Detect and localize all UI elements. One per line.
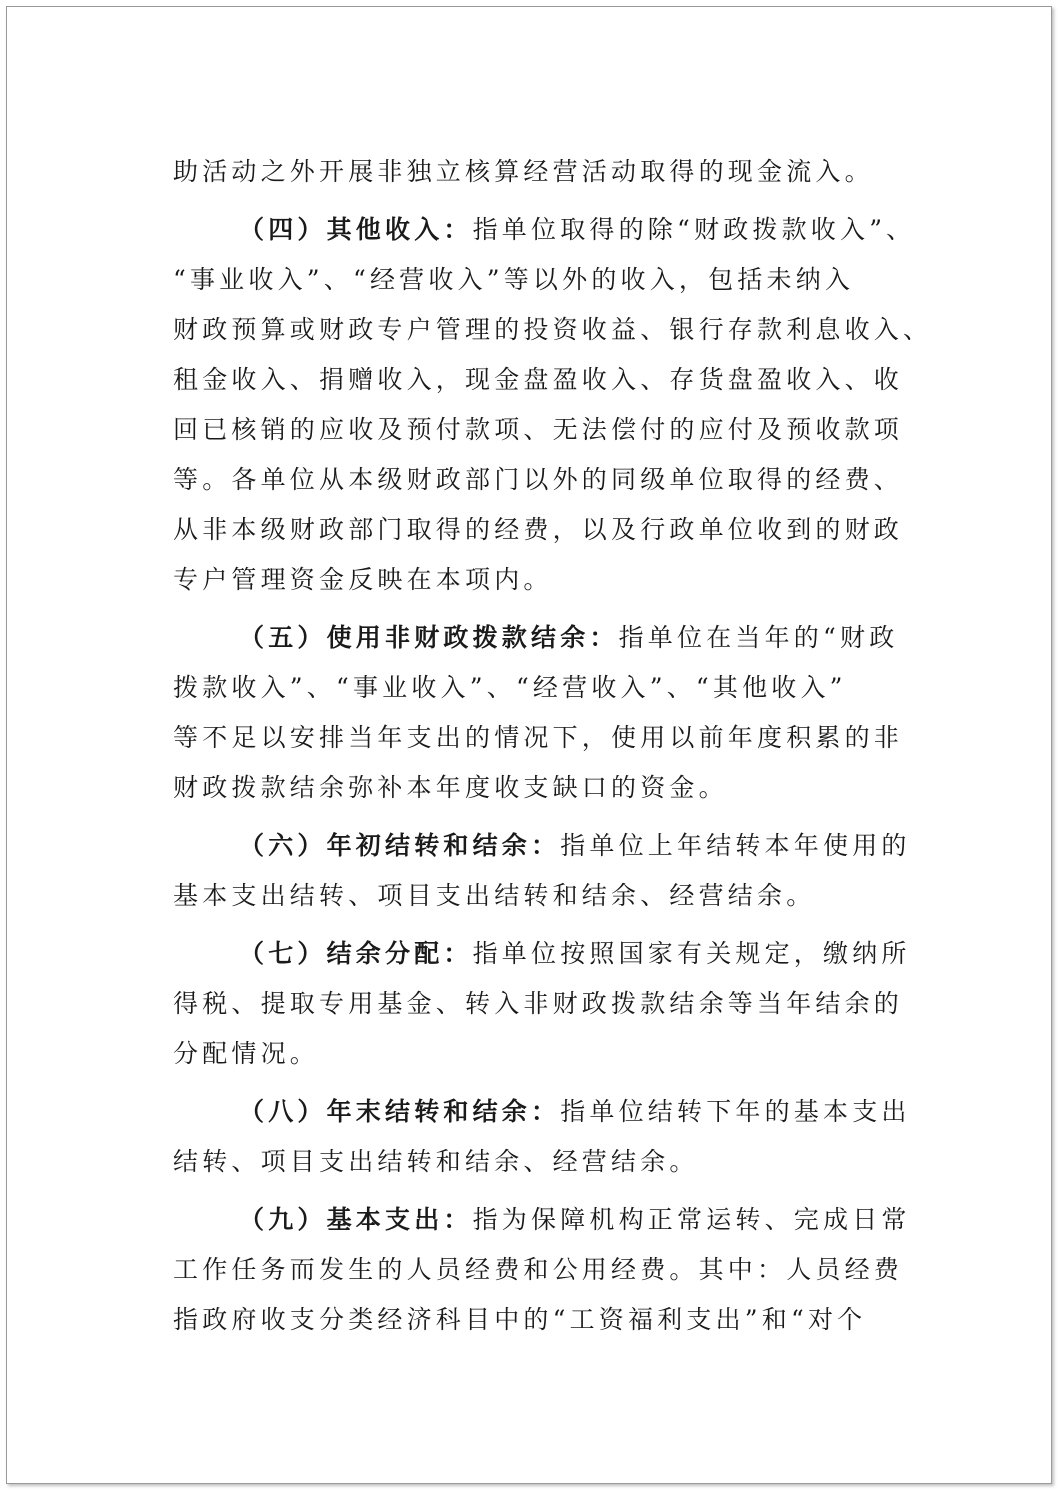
section-text: 指单位在当年的“财政 [618, 623, 899, 652]
section-heading: （六）年初结转和结余： [239, 831, 561, 860]
text-line: 拨款收入”、“事业收入”、“经营收入”、“其他收入” [173, 673, 847, 702]
paragraph-opening-balance [173, 821, 933, 921]
section-text: 指单位结转下年的基本支出 [560, 1097, 911, 1126]
paragraph-other-income [173, 205, 933, 605]
paragraph-continuation [173, 147, 933, 197]
text-line: 结转、项目支出结转和结余、经营结余。 [173, 1147, 699, 1176]
document-body [173, 147, 933, 1345]
section-text: 指单位取得的除“财政拨款收入”、 [472, 215, 916, 244]
section-text: 指单位按照国家有关规定，缴纳所 [472, 939, 911, 968]
paragraph-closing-balance [173, 1087, 933, 1187]
text-line: 等不足以安排当年支出的情况下，使用以前年度积累的非 [173, 723, 904, 752]
paragraph-surplus-distribution [173, 929, 933, 1079]
paragraph-non-fiscal-surplus [173, 613, 933, 813]
text-line: 从非本级财政部门取得的经费，以及行政单位收到的财政 [173, 515, 904, 544]
document-page [6, 6, 1052, 1484]
text-line: 基本支出结转、项目支出结转和结余、经营结余。 [173, 881, 816, 910]
text-line: “事业收入”、“经营收入”等以外的收入，包括未纳入 [173, 265, 855, 294]
text-line: 工作任务而发生的人员经费和公用经费。其中：人员经费 [173, 1255, 904, 1284]
section-heading: （七）结余分配： [239, 939, 473, 968]
section-heading: （九）基本支出： [239, 1205, 473, 1234]
text-line: 财政预算或财政专户管理的投资收益、银行存款利息收入、 [173, 315, 933, 344]
text-line: 财政拨款结余弥补本年度收支缺口的资金。 [173, 773, 728, 802]
text-line: 指政府收支分类经济科目中的“工资福利支出”和“对个 [173, 1305, 867, 1334]
section-heading: （五）使用非财政拨款结余： [239, 623, 619, 652]
paragraph-basic-expenditure [173, 1195, 933, 1345]
text-line: 回已核销的应收及预付款项、无法偿付的应付及预收款项 [173, 415, 904, 444]
text-line [173, 821, 933, 871]
text-line [173, 205, 933, 255]
section-text: 指为保障机构正常运转、完成日常 [472, 1205, 911, 1234]
text-line: 专户管理资金反映在本项内。 [173, 565, 553, 594]
text-line: 助活动之外开展非独立核算经营活动取得的现金流入。 [173, 157, 874, 186]
text-line: 得税、提取专用基金、转入非财政拨款结余等当年结余的 [173, 989, 904, 1018]
text-line: 等。各单位从本级财政部门以外的同级单位取得的经费、 [173, 465, 904, 494]
text-line: 分配情况。 [173, 1039, 320, 1068]
section-heading: （八）年末结转和结余： [239, 1097, 561, 1126]
text-line [173, 929, 933, 979]
text-line: 租金收入、捐赠收入，现金盘盈收入、存货盘盈收入、收 [173, 365, 904, 394]
section-text: 指单位上年结转本年使用的 [560, 831, 911, 860]
text-line [173, 1195, 933, 1245]
text-line [173, 1087, 933, 1137]
text-line [173, 613, 933, 663]
section-heading: （四）其他收入： [239, 215, 473, 244]
